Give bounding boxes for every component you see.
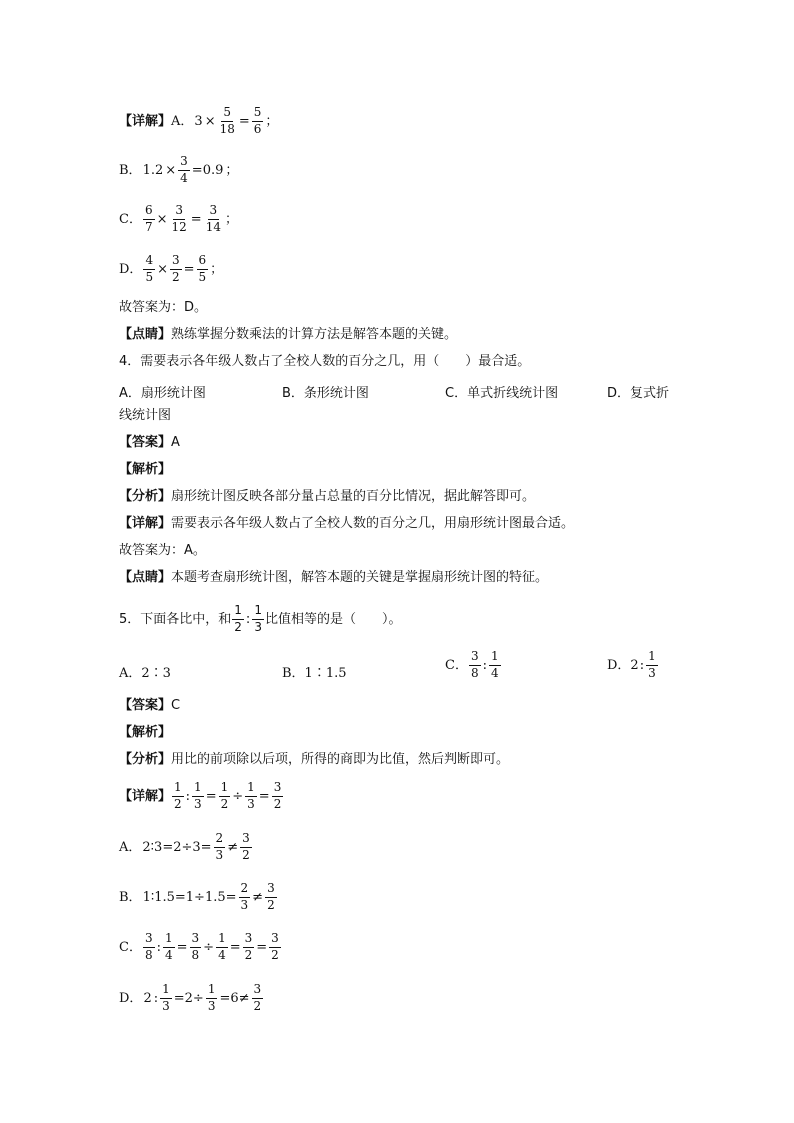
fraction xyxy=(216,932,228,963)
stem-ratio xyxy=(231,603,265,634)
fraction xyxy=(218,106,237,137)
q5-detail-b xyxy=(119,882,278,913)
numerator: 1 xyxy=(219,781,231,797)
math-expression xyxy=(142,203,239,234)
q3-tip xyxy=(119,328,457,341)
numerator: 3 xyxy=(143,932,155,948)
tip-text: 熟练掌握分数乘法的计算方法是解答本题的关键。 xyxy=(171,327,458,342)
denominator: 2 xyxy=(244,947,253,962)
denominator: 6 xyxy=(253,121,262,136)
expression-text: ； xyxy=(225,162,239,178)
expression-text: : xyxy=(639,657,645,673)
expression-text: ÷ xyxy=(232,788,244,804)
numerator: 1 xyxy=(206,983,218,999)
fraction xyxy=(243,932,255,963)
fenxi-text: 用比的前项除以后项，所得的商即为比值，然后判断即可。 xyxy=(171,752,510,767)
expression-text: = xyxy=(190,211,202,227)
fraction xyxy=(252,604,264,635)
expression-text: 2 xyxy=(143,990,152,1006)
denominator: 5 xyxy=(145,269,154,284)
q5-analysis-label: 【解析】 xyxy=(119,725,172,740)
q3-detail-d xyxy=(119,254,224,285)
fraction xyxy=(252,983,264,1014)
q5-option-b: B．1∶1.5 xyxy=(282,666,347,681)
fenxi-label: 【分析】 xyxy=(119,752,172,767)
numerator: 3 xyxy=(173,204,185,220)
denominator: 7 xyxy=(144,219,153,234)
answer-label: 【答案】 xyxy=(119,698,172,713)
expression-text: : xyxy=(185,788,191,804)
option-prefix: A． xyxy=(119,839,142,855)
expression-text: = xyxy=(176,939,188,955)
q5-detail-c xyxy=(119,932,282,963)
expression-text: 1∶1.5=1÷1.5= xyxy=(142,889,237,905)
numerator: 6 xyxy=(143,204,155,220)
fraction xyxy=(265,882,277,913)
fraction xyxy=(197,254,209,285)
denominator: 2 xyxy=(242,847,250,862)
expression-text: = xyxy=(205,788,217,804)
expression-text: = xyxy=(229,939,241,955)
q4-option-b: B．条形统计图 xyxy=(282,386,369,401)
q3-detail-a xyxy=(119,106,279,137)
q5-answer xyxy=(119,699,180,712)
q4-final: 故答案为：A。 xyxy=(119,543,206,558)
option-prefix: C． xyxy=(119,939,142,955)
expression-text: ； xyxy=(224,211,238,227)
math-expression xyxy=(142,253,224,284)
expression-text: ≠ xyxy=(227,839,239,855)
numerator: 1 xyxy=(160,983,172,999)
numerator: 3 xyxy=(178,155,190,171)
numerator: 3 xyxy=(240,832,252,848)
fraction xyxy=(143,204,155,235)
numerator: 1 xyxy=(489,650,501,666)
tip-text: 本题考查扇形统计图，解答本题的关键是掌握扇形统计图的特征。 xyxy=(171,570,549,585)
q4-option-d: D．复式折 xyxy=(607,386,670,401)
fraction xyxy=(178,155,190,186)
denominator: 8 xyxy=(470,665,479,680)
fenxi-text: 扇形统计图反映各部分量占总量的百分比情况，据此解答即可。 xyxy=(171,489,536,504)
denominator: 3 xyxy=(215,847,224,862)
q4-tip xyxy=(119,571,548,584)
denominator: 2 xyxy=(267,897,275,912)
expression-text: 3 xyxy=(194,113,203,129)
numerator: 1 xyxy=(172,781,184,797)
numerator: 6 xyxy=(197,254,209,270)
numerator: 3 xyxy=(265,882,277,898)
fraction xyxy=(245,781,257,812)
math-expression xyxy=(639,649,659,680)
numerator: 4 xyxy=(143,254,155,270)
fraction xyxy=(219,781,231,812)
expression-text: =6≠ xyxy=(219,990,250,1006)
q3-answer-text: 故答案为：D。 xyxy=(119,300,208,315)
denominator: 8 xyxy=(191,947,200,962)
expression-text: = xyxy=(183,261,195,277)
expression-text: =0.9 xyxy=(191,162,224,178)
math-expression xyxy=(193,105,279,136)
q5-fenxi xyxy=(119,753,509,766)
numerator: 3 xyxy=(272,781,284,797)
denominator: 3 xyxy=(240,897,249,912)
numerator: 1 xyxy=(216,932,228,948)
q5-detail xyxy=(119,781,284,812)
denominator: 2 xyxy=(171,269,180,284)
stem-prefix: 5．下面各比中，和 xyxy=(119,611,232,627)
q4-answer xyxy=(119,436,180,449)
denominator: 3 xyxy=(194,796,202,811)
fraction xyxy=(170,254,182,285)
denominator: 3 xyxy=(247,796,255,811)
fraction xyxy=(192,781,204,812)
q5-detail-a xyxy=(119,832,253,863)
numerator: 3 xyxy=(243,932,255,948)
numerator: 2 xyxy=(214,832,226,848)
expression-text: 1.2 xyxy=(142,162,164,178)
denominator: 2 xyxy=(273,796,282,811)
denominator: 3 xyxy=(162,998,170,1013)
denominator: 12 xyxy=(171,219,187,234)
denominator: 2 xyxy=(253,998,262,1013)
denominator: 3 xyxy=(254,619,262,634)
fraction xyxy=(206,983,218,1014)
numerator: 2 xyxy=(239,882,251,898)
denominator: 4 xyxy=(218,947,226,962)
denominator: 4 xyxy=(490,665,499,680)
denominator: 5 xyxy=(198,269,207,284)
numerator: 3 xyxy=(469,650,481,666)
q5-option-c xyxy=(445,650,502,681)
q4-option-a: A．扇形统计图 xyxy=(119,386,206,401)
denominator: 3 xyxy=(207,998,216,1013)
expression-text: ÷ xyxy=(203,939,215,955)
fraction xyxy=(143,254,155,285)
expression-text: = xyxy=(258,788,270,804)
fenxi-label: 【分析】 xyxy=(119,489,172,504)
math-expression xyxy=(468,649,502,680)
expression-text: : xyxy=(153,990,159,1006)
detail-label: 【详解】 xyxy=(119,113,172,129)
numerator: 1 xyxy=(232,604,244,620)
fraction xyxy=(272,781,284,812)
denominator: 14 xyxy=(205,219,221,234)
numerator: 1 xyxy=(245,781,257,797)
numerator: 3 xyxy=(252,983,264,999)
numerator: 1 xyxy=(192,781,204,797)
denominator: 2 xyxy=(234,619,242,634)
q3-detail-b xyxy=(119,155,239,186)
denominator: 2 xyxy=(271,947,279,962)
tip-label: 【点睛】 xyxy=(119,327,172,342)
answer-value: C xyxy=(171,698,181,713)
q4-fenxi xyxy=(119,490,535,503)
fraction xyxy=(646,650,658,681)
fraction xyxy=(172,781,184,812)
fraction xyxy=(489,650,501,681)
q5-option-a: A．2∶3 xyxy=(119,666,171,681)
expression-text: ≠ xyxy=(252,889,264,905)
numerator: 5 xyxy=(252,106,264,122)
q4-analysis-label: 【解析】 xyxy=(119,462,172,477)
math-expression xyxy=(142,982,264,1013)
fraction xyxy=(204,204,223,235)
option-prefix: D．2 xyxy=(607,657,639,673)
option-prefix: D． xyxy=(119,990,143,1006)
math-expression xyxy=(171,780,284,811)
expression-text: =2÷ xyxy=(173,990,204,1006)
fraction xyxy=(232,604,244,635)
q4-option-d-wrap: 线统计图 xyxy=(119,408,172,423)
numerator: 1 xyxy=(646,650,658,666)
expression-text: : xyxy=(482,657,487,673)
denominator: 4 xyxy=(164,947,173,962)
answer-value: A xyxy=(171,435,180,450)
denominator: 18 xyxy=(219,121,235,136)
expression-text: × xyxy=(157,261,168,277)
q3-detail-c xyxy=(119,204,239,235)
detail-text: 需要表示各年级人数占了全校人数的百分之几，用扇形统计图最合适。 xyxy=(171,516,575,531)
q5-stem xyxy=(119,604,401,635)
detail-label: 【详解】 xyxy=(119,788,172,804)
fraction xyxy=(143,932,155,963)
numerator: 5 xyxy=(221,106,233,122)
answer-label: 【答案】 xyxy=(119,435,172,450)
expression-text: : xyxy=(156,939,161,955)
math-expression xyxy=(142,881,278,912)
numerator: 3 xyxy=(208,204,220,220)
option-prefix: D． xyxy=(119,261,143,277)
fraction xyxy=(239,882,251,913)
q4-option-c: C．单式折线统计图 xyxy=(445,386,559,401)
fraction xyxy=(252,106,264,137)
expression-text: = xyxy=(256,939,268,955)
numerator: 3 xyxy=(170,254,182,270)
fraction xyxy=(170,204,189,235)
expression-text: × xyxy=(165,162,177,178)
denominator: 2 xyxy=(174,796,182,811)
fraction xyxy=(240,832,252,863)
fraction xyxy=(269,932,281,963)
option-prefix: B． xyxy=(119,889,142,905)
option-prefix: A． xyxy=(171,113,194,129)
option-prefix: C． xyxy=(445,657,468,673)
stem-suffix: 比值相等的是（ ）。 xyxy=(264,611,402,627)
expression-text: : xyxy=(245,611,251,627)
fraction xyxy=(190,932,202,963)
q5-option-d xyxy=(607,650,659,681)
denominator: 2 xyxy=(220,796,229,811)
numerator: 3 xyxy=(269,932,281,948)
fraction xyxy=(163,932,175,963)
option-prefix: B． xyxy=(119,162,142,178)
fraction xyxy=(469,650,481,681)
math-expression xyxy=(142,931,282,962)
expression-text: × xyxy=(204,113,216,129)
fraction xyxy=(160,983,172,1014)
expression-text: ； xyxy=(265,113,279,129)
math-expression xyxy=(141,831,252,862)
numerator: 1 xyxy=(163,932,175,948)
expression-text: 2∶3=2÷3= xyxy=(142,839,212,855)
expression-text: = xyxy=(238,113,250,129)
q5-detail-d xyxy=(119,983,264,1014)
detail-label: 【详解】 xyxy=(119,516,172,531)
q4-detail xyxy=(119,517,574,530)
numerator: 1 xyxy=(252,604,264,620)
expression-text: × xyxy=(156,211,168,227)
denominator: 8 xyxy=(144,947,153,962)
q4-stem: 4．需要表示各年级人数占了全校人数的百分之几，用（ ）最合适。 xyxy=(119,354,531,369)
numerator: 3 xyxy=(190,932,202,948)
expression-text: ； xyxy=(210,261,224,277)
denominator: 4 xyxy=(180,170,188,185)
denominator: 3 xyxy=(648,665,656,680)
fraction xyxy=(214,832,226,863)
math-expression xyxy=(142,154,240,185)
tip-label: 【点睛】 xyxy=(119,570,172,585)
option-prefix: C． xyxy=(119,211,142,227)
